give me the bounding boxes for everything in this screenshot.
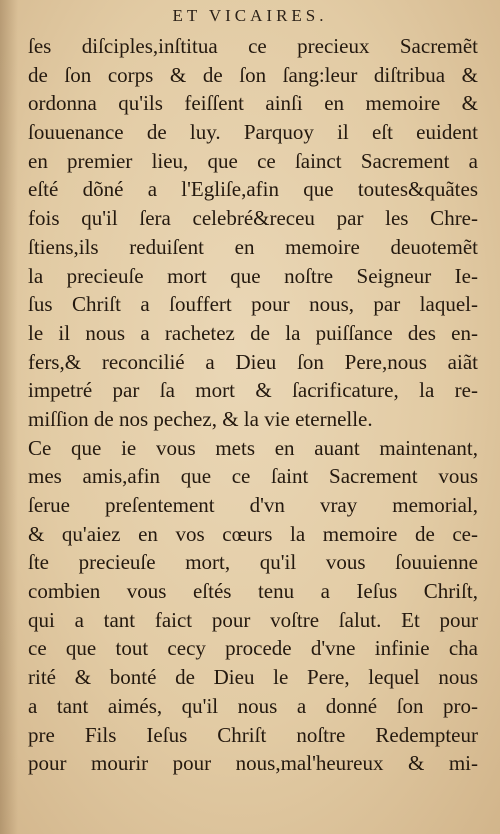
text-line: ce que tout cecy procede d'vne infinie cha [28,636,478,661]
gutter-shadow [0,0,18,834]
text-line: le il nous a rachetez de la puiſſance des en- [28,320,478,345]
text-line: pre Fils Ieſus Chriſt noſtre Redempteur [28,722,478,747]
text-line: combien vous eſtés tenu a Ieſus Chriſt, [28,579,478,604]
text-line: en premier lieu, que ce ſainct Sacrement a [28,148,478,173]
text-line: rité & bonté de Dieu le Pere, lequel nous [28,665,478,690]
text-line: impetré par ſa mort & ſacrificature, la re- [28,378,478,403]
text-line: ordonna qu'ils feiſſent ainſi en memoire & [28,91,478,116]
text-line: ſus Chriſt a ſouffert pour nous, par laquel- [28,292,478,317]
text-line: ſerue preſentement d'vn vray memorial, [28,493,478,517]
text-line: fois qu'il ſera celebré&receu par les Chre- [28,206,478,231]
text-line: mes amis,afin que ce ſaint Sacrement vous [28,464,478,489]
text-line: ſes diſciples,inſtitua ce precieux Sacremẽt [28,34,478,58]
text-line: Ce que ie vous mets en auant maintenant, [28,435,478,460]
text-line: ſte precieuſe mort, qu'il vous ſouuienne [28,550,478,575]
text-line: fers,& reconcilié a Dieu ſon Pere,nous aiãt [28,349,478,374]
text-line: pour mourir pour nous,mal'heureux & mi- [28,751,478,776]
running-head: ET VICAIRES. [172,6,328,25]
text-line: de ſon corps & de ſon ſang:leur diſtribua & [28,62,478,87]
text-line: qui a tant faict pour voſtre ſalut. Et pour [28,607,478,632]
body-text [28,32,478,778]
text-line: miſſion de nos pechez, & la vie eternelle. [28,406,373,431]
text-line: ſtiens,ils reduiſent en memoire deuotemẽt [28,234,478,259]
text-line: a tant aimés, qu'il nous a donné ſon pro- [28,693,478,718]
text-line: la precieuſe mort que noſtre Seigneur Ie- [28,263,478,288]
text-line: & qu'aiez en vos cœurs la memoire de ce- [28,521,478,546]
text-line: ſouuenance de luy. Parquoy il eſt euident [28,120,478,145]
text-line: eſté dõné a l'Egliſe,afin que toutes&quãtes [28,177,478,202]
